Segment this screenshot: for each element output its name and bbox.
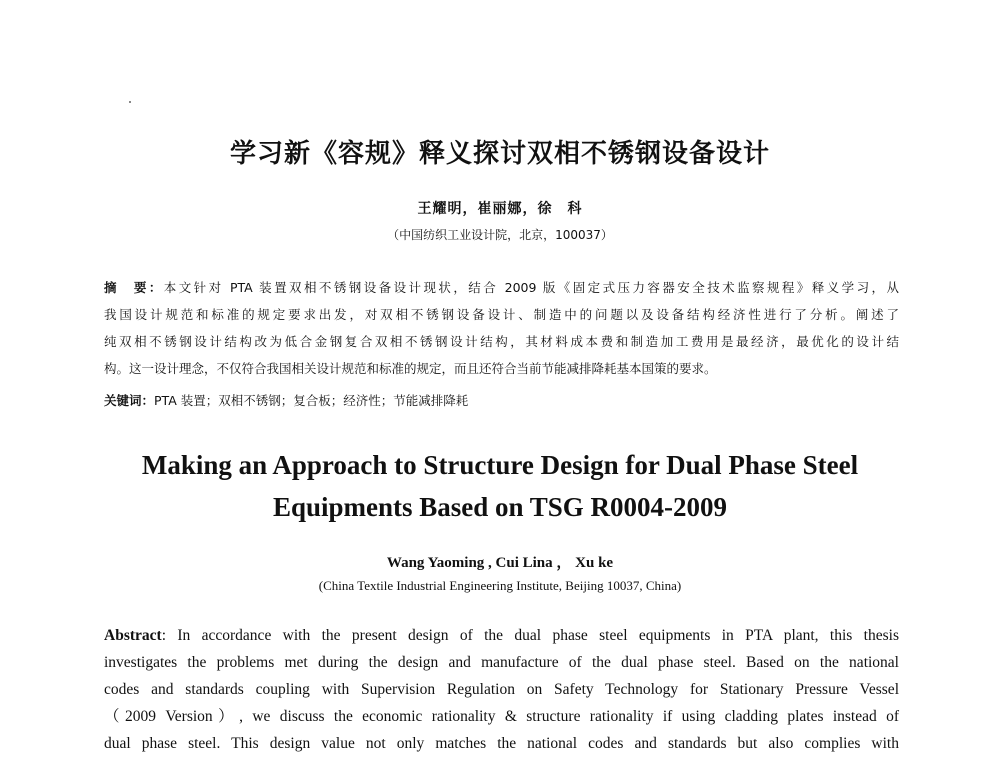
- chinese-keywords-label: 关键词：: [104, 393, 155, 408]
- chinese-abstract-line-3: 纯双相不锈钢设计结构改为低合金钢复合双相不锈钢设计结构，其材料成本费和制造加工费用是最经济，最优化的设计结: [104, 334, 899, 349]
- chinese-abstract-line-1: [104, 274, 899, 301]
- chinese-affiliation: （中国纺织工业设计院，北京，100037）: [387, 228, 613, 242]
- english-abstract-text-1: : In accordance with the present design of the dual phase steel equipments in PTA plant, this thesis: [161, 627, 899, 644]
- chinese-abstract: [104, 274, 899, 382]
- chinese-title: 学习新《容规》释义探讨双相不锈钢设备设计: [229, 139, 770, 169]
- english-abstract-line-3: codes and standards coupling with Supervision Regulation on Safety Technology for Stationary Pressure Vessel: [104, 681, 899, 698]
- chinese-keywords: [104, 387, 899, 414]
- chinese-abstract-text-1: 本文针对 PTA 装置双相不锈钢设备设计现状，结合 2009 版《固定式压力容器安全技术监察规程》释义学习，从: [163, 280, 899, 295]
- english-abstract: [104, 622, 899, 757]
- english-abstract-line-4: （2009 Version）, we discuss the economic rationality & structure rationality if using cladding plates instead of: [104, 708, 899, 725]
- english-authors: Wang Yaoming , Cui Lina ， Xu ke: [386, 555, 614, 571]
- chinese-abstract-label: 摘 要：: [104, 280, 164, 295]
- chinese-authors: 王耀明，崔丽娜，徐 科: [417, 201, 583, 217]
- chinese-abstract-line-2: 我国设计规范和标准的规定要求出发，对双相不锈钢设备设计、制造中的问题以及设备结构经济性进行了分析。阐述了: [104, 307, 899, 322]
- english-abstract-label: Abstract: [104, 627, 162, 644]
- english-title-line-2: Equipments Based on TSG R0004-2009: [272, 492, 728, 522]
- english-abstract-line-5: dual phase steel. This design value not only matches the national codes and standards but also complies with: [104, 735, 899, 752]
- scan-speck: [129, 101, 131, 103]
- english-abstract-line-1: [104, 622, 899, 649]
- english-abstract-line-2: investigates the problems met during the design and manufacture of the dual phase steel. Based on the national: [104, 654, 899, 671]
- chinese-keywords-text: PTA 装置；双相不锈钢；复合板；经济性；节能减排降耗: [154, 393, 469, 408]
- english-title: [0, 444, 1000, 528]
- english-title-line-1: Making an Approach to Structure Design for Dual Phase Steel: [141, 450, 859, 480]
- chinese-abstract-line-4: 构。这一设计理念，不仅符合我国相关设计规范和标准的规定，而且还符合当前节能减排降耗基本国策的要求。: [104, 361, 717, 376]
- english-affiliation: (China Textile Industrial Engineering Institute, Beijing 10037, China): [318, 578, 682, 593]
